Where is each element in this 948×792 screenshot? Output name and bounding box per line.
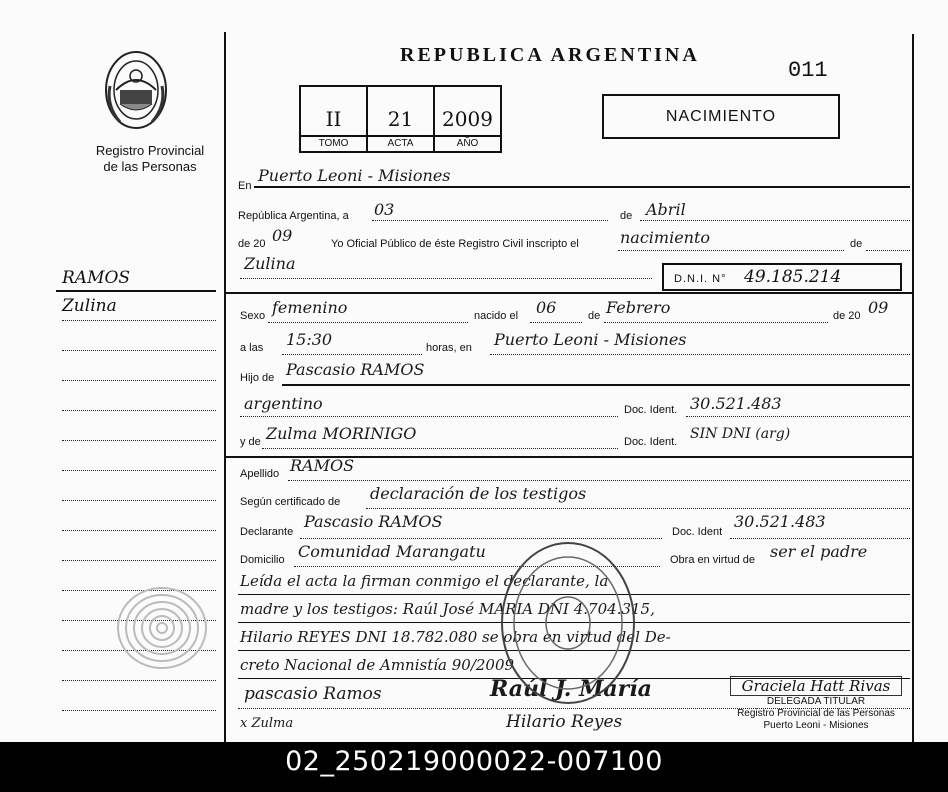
certificate-value: declaración de los testigos: [370, 484, 587, 503]
mother-doc: SIN DNI (arg): [690, 426, 791, 442]
margin-dotted-line: [62, 380, 216, 381]
father-doc: 30.521.483: [690, 394, 782, 413]
segun-label: Según certificado de: [240, 496, 341, 508]
address-value: Comunidad Marangatu: [298, 542, 486, 561]
yde-label: y de: [240, 436, 261, 448]
father-name: Pascasio RAMOS: [286, 360, 425, 379]
document-id-footer: 02_250219000022-007100: [0, 742, 948, 792]
alas-label: a las: [240, 342, 264, 354]
domicilio-label: Domicilio: [240, 554, 285, 566]
de-label-2: de: [850, 238, 863, 250]
registry-place: Puerto Leoni - Misiones: [258, 166, 451, 185]
dni-box: [662, 263, 902, 291]
anio-value: 2009: [442, 107, 493, 131]
dni-value: 49.185.214: [744, 267, 842, 287]
de-label-3: de: [588, 310, 601, 322]
surname-line: [288, 480, 910, 481]
birth-place-line: [490, 354, 910, 355]
margin-surname-rule: [56, 290, 216, 292]
officer-org: Registro Provincial de las Personas: [737, 708, 895, 719]
note-line: creto Nacional de Amnistía 90/2009: [240, 656, 515, 674]
child-name: Zulina: [244, 254, 296, 273]
dni-label: D.N.I. N°: [674, 273, 727, 285]
anio-cell: [435, 87, 500, 151]
de-label: de: [620, 210, 633, 222]
horas-label: horas, en: [426, 342, 472, 354]
virtue-value: ser el padre: [770, 542, 868, 561]
place-line: [254, 186, 910, 188]
officer-title: DELEGADA TITULAR: [766, 696, 866, 707]
father-doc-line: [686, 416, 910, 417]
record-kind-box: NACIMIENTO: [602, 94, 840, 139]
margin-dotted-line: [62, 320, 216, 321]
note-line: madre y los testigos: Raúl José MARIA DNI 4.704.315,: [240, 600, 655, 618]
margin-dotted-line: [62, 410, 216, 411]
margin-dotted-line: [62, 350, 216, 351]
margin-dotted-line: [62, 500, 216, 501]
margin-dotted-line: [62, 710, 216, 711]
margin-surname: RAMOS: [62, 268, 131, 288]
note-line: Hilario REYES DNI 18.782.080 se obra en virtud del De-: [240, 628, 671, 646]
registration-month: Abril: [646, 200, 686, 219]
fingerprint-icon: [112, 580, 212, 681]
father-line: [282, 384, 910, 386]
registration-day: 03: [374, 200, 395, 219]
surname-value: RAMOS: [290, 456, 355, 475]
after-de-line: [866, 250, 910, 251]
doc-label-3: Doc. Ident: [672, 526, 723, 538]
tomo-value: II: [325, 107, 342, 131]
officer-name: Graciela Hatt Rivas: [730, 676, 902, 696]
certificate-line: [366, 508, 910, 509]
margin-dotted-line: [62, 560, 216, 561]
sexo-line: [268, 322, 468, 323]
birth-month-line: [604, 322, 828, 323]
birth-hour: 15:30: [286, 330, 333, 349]
birth-day-line: [530, 322, 582, 323]
section-divider: [226, 292, 912, 294]
republica-label: República Argentina, a: [238, 210, 349, 222]
declarant-doc: 30.521.483: [734, 512, 826, 531]
mother-line: [262, 448, 618, 449]
note-line: Leída el acta la firman conmigo el declarante, la: [240, 572, 609, 590]
declarante-label: Declarante: [240, 526, 294, 538]
right-margin-rule: [912, 34, 914, 742]
sexo-label: Sexo: [240, 310, 266, 322]
official-seal-icon: [498, 538, 638, 713]
tomo-label: TOMO: [301, 135, 366, 151]
acta-label: ACTA: [368, 135, 433, 151]
mother-name: Zulma MORINIGO: [266, 424, 417, 443]
left-margin-rule: [224, 32, 226, 742]
act-type-line: [618, 250, 844, 251]
apellido-label: Apellido: [240, 468, 280, 480]
provincial-coat-of-arms-icon: [100, 46, 172, 137]
doc-label: Doc. Ident.: [624, 404, 678, 416]
month-line: [640, 220, 910, 221]
margin-dotted-line: [62, 530, 216, 531]
margin-dotted-line: [62, 440, 216, 441]
birth-year: 09: [868, 298, 889, 317]
oficial-label: Yo Oficial Público de éste Registro Civil inscripto el: [331, 238, 579, 250]
mother-signature: x Zulma: [240, 716, 294, 731]
tomo-cell: [301, 87, 368, 151]
margin-name: Zulina: [62, 296, 117, 316]
declarant-doc-line: [730, 538, 910, 539]
father-nationality: argentino: [244, 394, 323, 413]
act-type: nacimiento: [620, 228, 711, 247]
en-label: En: [238, 180, 252, 192]
country-title: REPUBLICA ARGENTINA: [400, 44, 700, 66]
birth-month: Febrero: [606, 298, 671, 317]
officer-place: Puerto Leoni - Misiones: [763, 720, 869, 731]
doc-label-2: Doc. Ident.: [624, 436, 678, 448]
acta-value: 21: [387, 107, 414, 131]
hijo-label: Hijo de: [240, 372, 275, 384]
margin-dotted-line: [62, 470, 216, 471]
de20-label: de 20: [833, 310, 861, 322]
birth-place: Puerto Leoni - Misiones: [494, 330, 687, 349]
sexo-value: femenino: [272, 298, 348, 317]
child-name-line: [240, 278, 652, 279]
day-line: [372, 220, 608, 221]
registry-office-name: Registro Provincial de las Personas: [95, 143, 205, 174]
officer-stamp: [730, 676, 902, 732]
declarant-signature: pascasio Ramos: [244, 684, 382, 704]
witness-signature: Raúl J. María: [490, 676, 652, 702]
folio-number: 011: [788, 58, 828, 83]
anio-label: AÑO: [435, 135, 500, 151]
declarant-name: Pascasio RAMOS: [304, 512, 443, 531]
witness-signature-2: Hilario Reyes: [506, 712, 623, 732]
nationality-line: [240, 416, 618, 417]
nacido-label: nacido el: [474, 310, 519, 322]
year-prefix-label: de 20: [238, 238, 266, 250]
hour-line: [282, 354, 422, 355]
birth-day: 06: [536, 298, 557, 317]
registration-box: [299, 85, 502, 153]
acta-cell: [368, 87, 435, 151]
obra-label: Obra en virtud de: [670, 554, 755, 566]
registration-year: 09: [272, 226, 293, 245]
